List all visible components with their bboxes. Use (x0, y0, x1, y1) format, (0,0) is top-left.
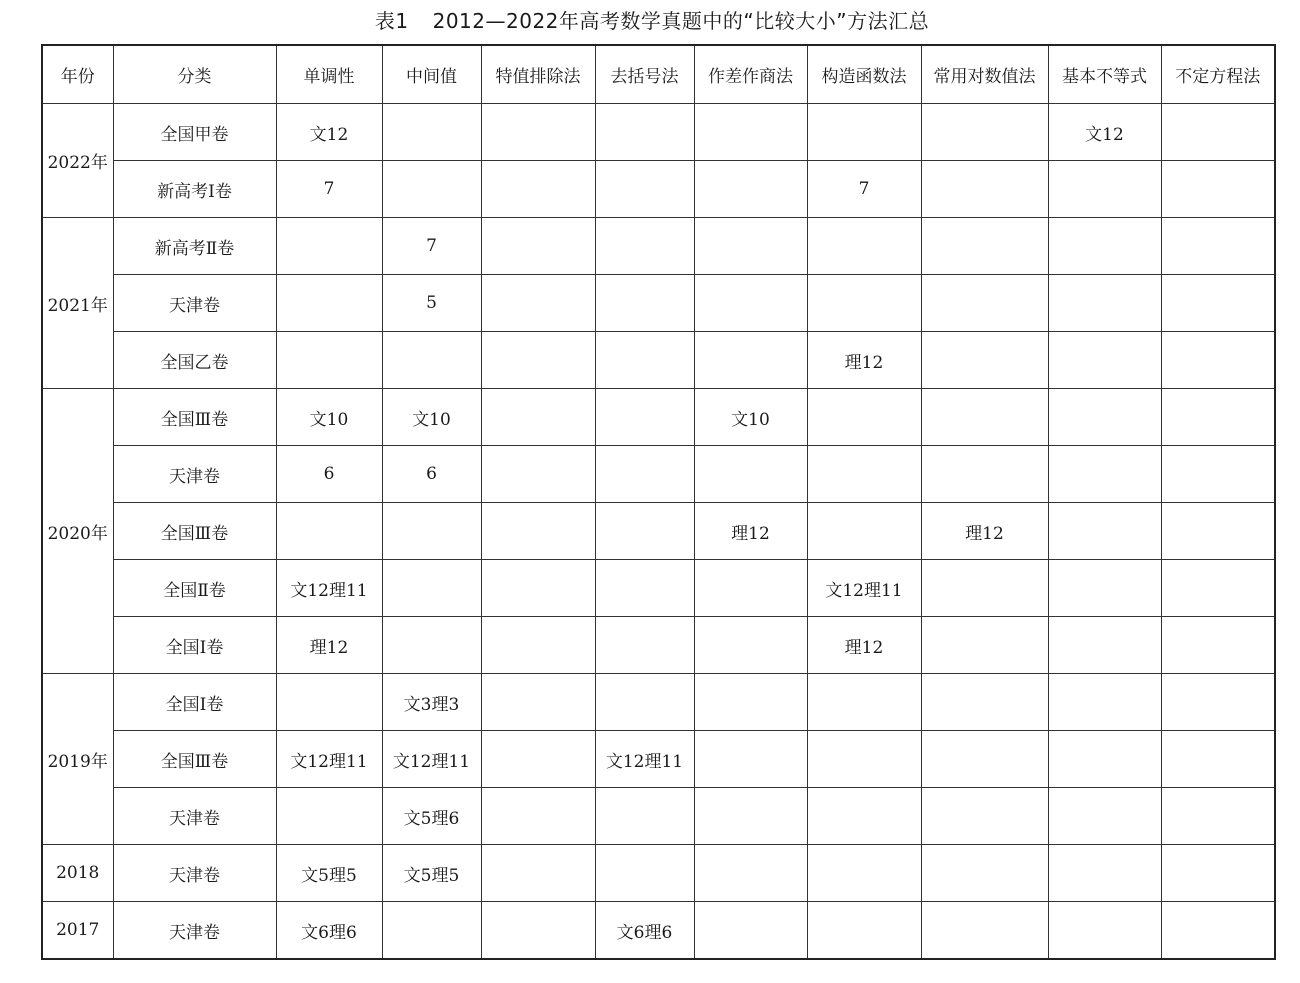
method-cell (481, 902, 595, 960)
method-cell (694, 560, 807, 617)
method-cell (1048, 161, 1161, 218)
method-cell: 文12理11 (276, 731, 382, 788)
table-row (42, 161, 1275, 218)
category-cell: 天津卷 (113, 275, 276, 332)
method-cell: 文10 (382, 389, 481, 446)
table-caption (0, 4, 1300, 38)
method-cell (276, 332, 382, 389)
method-cell (595, 788, 694, 845)
method-cell (807, 389, 921, 446)
method-cell (276, 788, 382, 845)
method-cell: 7 (276, 161, 382, 218)
method-cell (807, 218, 921, 275)
category-cell: 全国Ⅰ卷 (113, 674, 276, 731)
method-cell: 文12理11 (595, 731, 694, 788)
method-cell: 文12理11 (382, 731, 481, 788)
category-cell: 全国Ⅲ卷 (113, 389, 276, 446)
column-header: 基本不等式 (1048, 45, 1161, 104)
method-cell (1161, 560, 1275, 617)
method-cell (382, 902, 481, 960)
method-cell (921, 161, 1048, 218)
method-cell (481, 275, 595, 332)
year-cell: 2018 (42, 845, 113, 902)
method-cell: 文6理6 (276, 902, 382, 960)
method-cell: 7 (382, 218, 481, 275)
method-cell (481, 104, 595, 161)
method-cell: 理12 (807, 617, 921, 674)
method-cell (595, 503, 694, 560)
category-cell: 新高考Ⅱ卷 (113, 218, 276, 275)
method-cell (1048, 845, 1161, 902)
method-cell (382, 617, 481, 674)
column-header: 作差作商法 (694, 45, 807, 104)
method-cell (595, 104, 694, 161)
method-cell: 文10 (276, 389, 382, 446)
method-cell (1161, 788, 1275, 845)
method-cell (807, 788, 921, 845)
method-cell (382, 332, 481, 389)
method-cell (595, 332, 694, 389)
method-cell: 文5理5 (276, 845, 382, 902)
method-cell (276, 275, 382, 332)
method-cell (694, 446, 807, 503)
table-row (42, 389, 1275, 446)
method-cell (694, 161, 807, 218)
method-cell (481, 503, 595, 560)
method-cell (481, 332, 595, 389)
method-cell (1161, 104, 1275, 161)
category-cell: 新高考Ⅰ卷 (113, 161, 276, 218)
method-cell (694, 275, 807, 332)
method-cell: 文12 (1048, 104, 1161, 161)
table-row (42, 788, 1275, 845)
method-cell: 文12理11 (807, 560, 921, 617)
method-cell (1048, 446, 1161, 503)
category-cell: 全国甲卷 (113, 104, 276, 161)
table-number: 表1 (374, 9, 409, 33)
method-cell: 理12 (694, 503, 807, 560)
method-cell (1161, 617, 1275, 674)
method-cell (921, 788, 1048, 845)
category-cell: 全国Ⅱ卷 (113, 560, 276, 617)
category-cell: 天津卷 (113, 902, 276, 960)
method-cell (1161, 902, 1275, 960)
method-cell (807, 503, 921, 560)
method-cell (1161, 332, 1275, 389)
method-cell (481, 731, 595, 788)
method-cell (921, 389, 1048, 446)
category-cell: 全国Ⅲ卷 (113, 731, 276, 788)
method-cell (694, 902, 807, 960)
method-cell (1048, 617, 1161, 674)
method-cell (595, 617, 694, 674)
method-cell (694, 788, 807, 845)
method-cell (807, 446, 921, 503)
method-cell (694, 845, 807, 902)
year-cell: 2019年 (42, 674, 113, 845)
method-cell: 7 (807, 161, 921, 218)
method-cell (1048, 275, 1161, 332)
method-cell (921, 446, 1048, 503)
method-cell: 理12 (807, 332, 921, 389)
method-cell (595, 218, 694, 275)
table-row (42, 218, 1275, 275)
method-cell (276, 503, 382, 560)
method-cell (1048, 332, 1161, 389)
table-title: 2012—2022年高考数学真题中的“比较大小”方法汇总 (432, 9, 930, 33)
method-cell: 文5理5 (382, 845, 481, 902)
header-row (42, 45, 1275, 104)
method-cell (921, 674, 1048, 731)
method-cell (382, 560, 481, 617)
table-row (42, 104, 1275, 161)
table-row (42, 902, 1275, 960)
method-cell (595, 674, 694, 731)
method-cell (595, 161, 694, 218)
method-cell (1161, 446, 1275, 503)
method-cell (1161, 218, 1275, 275)
method-cell (1048, 503, 1161, 560)
method-cell (921, 275, 1048, 332)
method-cell (921, 218, 1048, 275)
method-cell: 文6理6 (595, 902, 694, 960)
method-cell (276, 674, 382, 731)
method-cell (1048, 218, 1161, 275)
method-cell: 6 (276, 446, 382, 503)
method-cell (694, 332, 807, 389)
method-cell (481, 560, 595, 617)
method-cell (921, 845, 1048, 902)
method-cell (481, 161, 595, 218)
table-row (42, 503, 1275, 560)
table-row (42, 617, 1275, 674)
method-cell: 文12 (276, 104, 382, 161)
method-cell (481, 674, 595, 731)
method-cell (1161, 674, 1275, 731)
method-cell (382, 503, 481, 560)
method-cell (595, 275, 694, 332)
method-cell (807, 104, 921, 161)
table-body (42, 104, 1275, 960)
method-cell: 文3理3 (382, 674, 481, 731)
year-cell: 2022年 (42, 104, 113, 218)
method-cell (807, 275, 921, 332)
method-cell (694, 218, 807, 275)
method-cell (1161, 845, 1275, 902)
method-cell (1048, 902, 1161, 960)
method-cell (807, 902, 921, 960)
method-cell (1048, 674, 1161, 731)
method-cell: 文12理11 (276, 560, 382, 617)
column-header: 中间值 (382, 45, 481, 104)
method-cell (481, 218, 595, 275)
column-header: 特值排除法 (481, 45, 595, 104)
method-cell (481, 446, 595, 503)
category-cell: 天津卷 (113, 845, 276, 902)
method-cell (1161, 731, 1275, 788)
method-cell (921, 617, 1048, 674)
category-cell: 天津卷 (113, 446, 276, 503)
year-cell: 2020年 (42, 389, 113, 674)
method-cell: 6 (382, 446, 481, 503)
category-cell: 天津卷 (113, 788, 276, 845)
method-cell (1048, 731, 1161, 788)
column-header: 不定方程法 (1161, 45, 1275, 104)
table-row (42, 674, 1275, 731)
method-cell (1161, 275, 1275, 332)
table-row (42, 560, 1275, 617)
year-cell: 2017 (42, 902, 113, 960)
method-cell (1048, 389, 1161, 446)
table-row (42, 332, 1275, 389)
method-cell (1048, 560, 1161, 617)
method-cell (481, 617, 595, 674)
table-row (42, 446, 1275, 503)
method-cell (1161, 389, 1275, 446)
column-header: 单调性 (276, 45, 382, 104)
method-cell (807, 674, 921, 731)
method-cell (1048, 788, 1161, 845)
method-cell (595, 560, 694, 617)
method-cell (595, 845, 694, 902)
method-cell (382, 161, 481, 218)
table-row (42, 845, 1275, 902)
method-cell: 理12 (921, 503, 1048, 560)
method-cell (694, 674, 807, 731)
method-cell (921, 560, 1048, 617)
method-cell (1161, 503, 1275, 560)
method-cell (921, 902, 1048, 960)
method-cell: 5 (382, 275, 481, 332)
method-cell (921, 332, 1048, 389)
method-cell: 理12 (276, 617, 382, 674)
category-cell: 全国Ⅲ卷 (113, 503, 276, 560)
column-header: 构造函数法 (807, 45, 921, 104)
method-cell (595, 389, 694, 446)
method-cell: 文10 (694, 389, 807, 446)
method-cell (921, 731, 1048, 788)
methods-summary-table (41, 44, 1276, 960)
method-cell (382, 104, 481, 161)
method-cell (694, 617, 807, 674)
method-cell (694, 104, 807, 161)
table-row (42, 731, 1275, 788)
method-cell (807, 731, 921, 788)
column-header: 去括号法 (595, 45, 694, 104)
category-cell: 全国Ⅰ卷 (113, 617, 276, 674)
column-header: 常用对数值法 (921, 45, 1048, 104)
column-header: 年份 (42, 45, 113, 104)
column-header: 分类 (113, 45, 276, 104)
method-cell (921, 104, 1048, 161)
method-cell (481, 845, 595, 902)
method-cell (807, 845, 921, 902)
method-cell (694, 731, 807, 788)
method-cell (595, 446, 694, 503)
method-cell (1161, 161, 1275, 218)
method-cell (481, 389, 595, 446)
year-cell: 2021年 (42, 218, 113, 389)
method-cell: 文5理6 (382, 788, 481, 845)
category-cell: 全国乙卷 (113, 332, 276, 389)
table-row (42, 275, 1275, 332)
method-cell (481, 788, 595, 845)
method-cell (276, 218, 382, 275)
